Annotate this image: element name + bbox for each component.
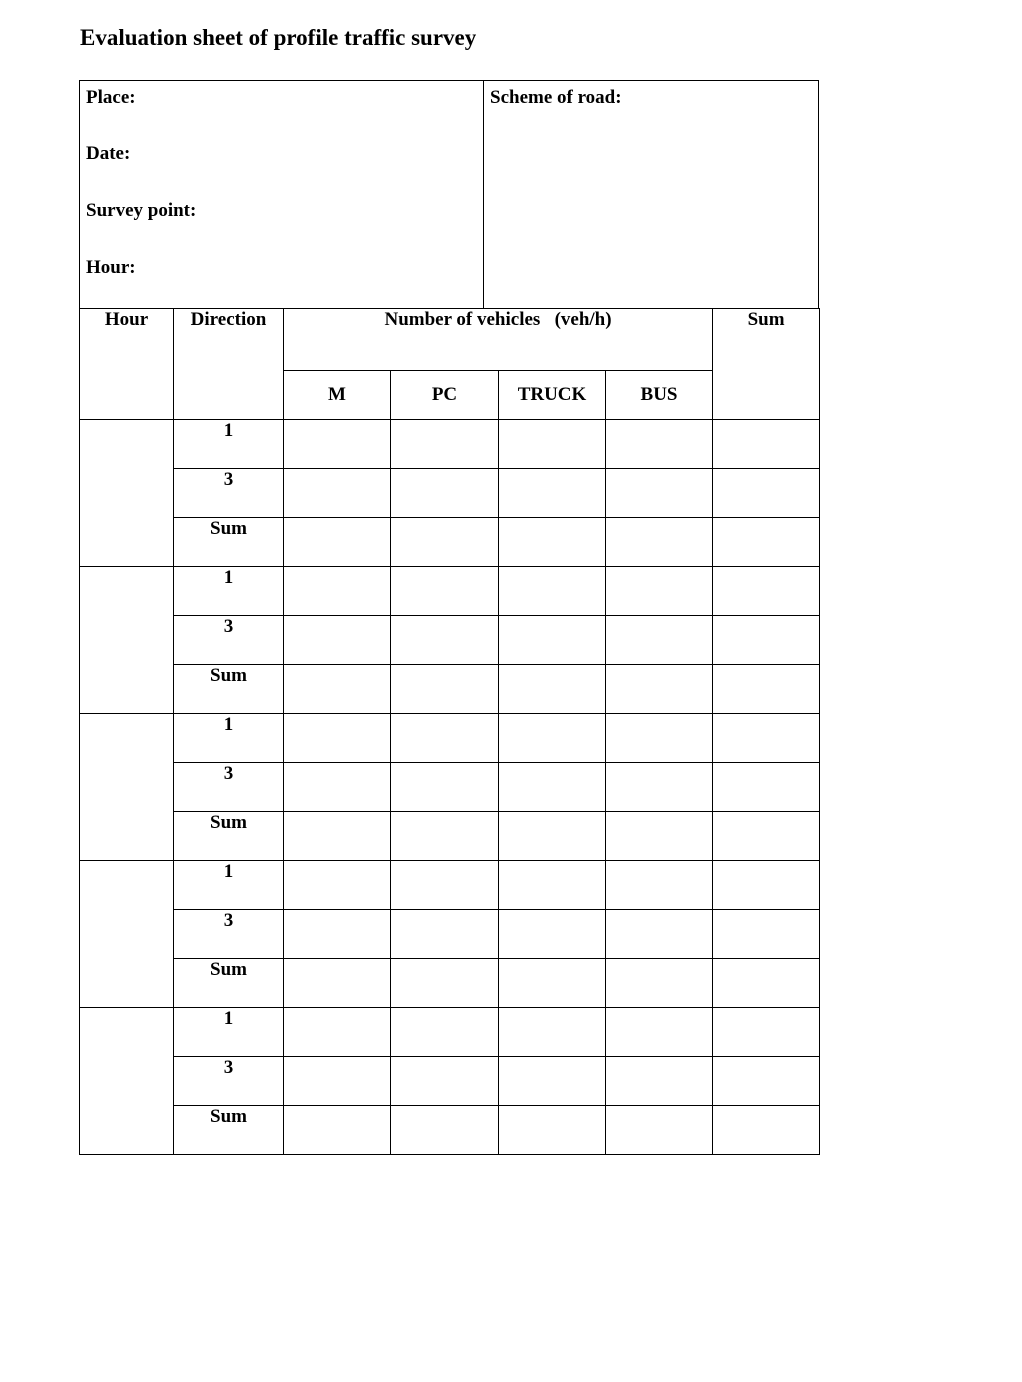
truck-cell[interactable] <box>499 910 606 959</box>
m-cell[interactable] <box>284 469 391 518</box>
hour-cell[interactable] <box>80 1008 174 1155</box>
bus-cell[interactable] <box>606 959 713 1008</box>
info-right-panel <box>484 81 818 308</box>
pc-cell[interactable] <box>391 714 499 763</box>
table-row <box>80 665 820 714</box>
m-cell[interactable] <box>284 763 391 812</box>
pc-cell[interactable] <box>391 812 499 861</box>
info-box <box>79 80 819 309</box>
truck-cell[interactable] <box>499 665 606 714</box>
direction-cell: 3 <box>174 616 284 665</box>
bus-cell[interactable] <box>606 469 713 518</box>
truck-cell[interactable] <box>499 567 606 616</box>
bus-cell[interactable] <box>606 714 713 763</box>
pc-cell[interactable] <box>391 910 499 959</box>
hour-cell[interactable] <box>80 567 174 714</box>
scheme-of-road-label: Scheme of road: <box>490 87 622 108</box>
pc-cell[interactable] <box>391 420 499 469</box>
number-of-vehicles-header: Number of vehicles (veh/h) <box>284 309 713 371</box>
direction-cell: Sum <box>174 959 284 1008</box>
truck-header: TRUCK <box>499 371 606 420</box>
pc-cell[interactable] <box>391 1057 499 1106</box>
direction-cell: 1 <box>174 1008 284 1057</box>
truck-cell[interactable] <box>499 714 606 763</box>
direction-cell: 3 <box>174 469 284 518</box>
table-row <box>80 469 820 518</box>
sum-cell[interactable] <box>713 1106 820 1155</box>
traffic-count-table <box>79 308 820 1155</box>
direction-cell: 1 <box>174 861 284 910</box>
bus-cell[interactable] <box>606 910 713 959</box>
bus-cell[interactable] <box>606 420 713 469</box>
pc-cell[interactable] <box>391 763 499 812</box>
bus-cell[interactable] <box>606 763 713 812</box>
truck-cell[interactable] <box>499 861 606 910</box>
m-cell[interactable] <box>284 567 391 616</box>
bus-cell[interactable] <box>606 1106 713 1155</box>
table-row <box>80 420 820 469</box>
pc-cell[interactable] <box>391 665 499 714</box>
table-row <box>80 567 820 616</box>
sum-cell[interactable] <box>713 812 820 861</box>
bus-cell[interactable] <box>606 616 713 665</box>
document-title: Evaluation sheet of profile traffic survey <box>80 25 477 50</box>
sum-cell[interactable] <box>713 1008 820 1057</box>
m-cell[interactable] <box>284 1008 391 1057</box>
sum-cell[interactable] <box>713 616 820 665</box>
bus-cell[interactable] <box>606 1057 713 1106</box>
truck-cell[interactable] <box>499 1057 606 1106</box>
sum-header: Sum <box>713 309 820 420</box>
truck-cell[interactable] <box>499 959 606 1008</box>
sum-cell[interactable] <box>713 861 820 910</box>
direction-cell: Sum <box>174 812 284 861</box>
sum-cell[interactable] <box>713 1057 820 1106</box>
place-label: Place: <box>86 87 136 108</box>
sum-cell[interactable] <box>713 959 820 1008</box>
direction-cell: 1 <box>174 420 284 469</box>
date-label: Date: <box>86 143 131 164</box>
bus-cell[interactable] <box>606 518 713 567</box>
m-cell[interactable] <box>284 714 391 763</box>
truck-cell[interactable] <box>499 1008 606 1057</box>
direction-cell: 3 <box>174 910 284 959</box>
table-row <box>80 1008 820 1057</box>
sum-cell[interactable] <box>713 469 820 518</box>
sum-cell[interactable] <box>713 763 820 812</box>
truck-cell[interactable] <box>499 469 606 518</box>
pc-cell[interactable] <box>391 616 499 665</box>
m-cell[interactable] <box>284 812 391 861</box>
survey-point-label: Survey point: <box>86 200 197 221</box>
direction-cell: 1 <box>174 567 284 616</box>
pc-cell[interactable] <box>391 861 499 910</box>
bus-cell[interactable] <box>606 665 713 714</box>
bus-cell[interactable] <box>606 812 713 861</box>
direction-cell: 1 <box>174 714 284 763</box>
direction-cell: Sum <box>174 518 284 567</box>
m-header: M <box>284 371 391 420</box>
m-cell[interactable] <box>284 1106 391 1155</box>
truck-cell[interactable] <box>499 420 606 469</box>
table-row <box>80 763 820 812</box>
hour-label: Hour: <box>86 257 136 278</box>
pc-cell[interactable] <box>391 1106 499 1155</box>
sum-cell[interactable] <box>713 567 820 616</box>
m-cell[interactable] <box>284 910 391 959</box>
hour-cell[interactable] <box>80 420 174 567</box>
info-left-panel <box>80 81 484 308</box>
truck-cell[interactable] <box>499 763 606 812</box>
direction-cell: 3 <box>174 1057 284 1106</box>
table-row <box>80 1057 820 1106</box>
sum-cell[interactable] <box>713 420 820 469</box>
bus-cell[interactable] <box>606 861 713 910</box>
pc-cell[interactable] <box>391 959 499 1008</box>
hour-cell[interactable] <box>80 861 174 1008</box>
pc-cell[interactable] <box>391 1008 499 1057</box>
table-row <box>80 812 820 861</box>
sum-cell[interactable] <box>713 714 820 763</box>
hour-cell[interactable] <box>80 714 174 861</box>
pc-header: PC <box>391 371 499 420</box>
m-cell[interactable] <box>284 616 391 665</box>
table-row <box>80 518 820 567</box>
direction-header: Direction <box>174 309 284 420</box>
m-cell[interactable] <box>284 1057 391 1106</box>
sum-cell[interactable] <box>713 518 820 567</box>
truck-cell[interactable] <box>499 812 606 861</box>
direction-cell: Sum <box>174 1106 284 1155</box>
m-cell[interactable] <box>284 665 391 714</box>
direction-cell: 3 <box>174 763 284 812</box>
bus-header: BUS <box>606 371 713 420</box>
m-cell[interactable] <box>284 420 391 469</box>
hour-header: Hour <box>80 309 174 420</box>
table-row <box>80 861 820 910</box>
table-row <box>80 959 820 1008</box>
pc-cell[interactable] <box>391 567 499 616</box>
m-cell[interactable] <box>284 861 391 910</box>
sum-cell[interactable] <box>713 910 820 959</box>
m-cell[interactable] <box>284 959 391 1008</box>
pc-cell[interactable] <box>391 469 499 518</box>
table-row <box>80 1106 820 1155</box>
truck-cell[interactable] <box>499 616 606 665</box>
truck-cell[interactable] <box>499 1106 606 1155</box>
sum-cell[interactable] <box>713 665 820 714</box>
table-row <box>80 910 820 959</box>
bus-cell[interactable] <box>606 567 713 616</box>
table-row <box>80 616 820 665</box>
table-body <box>80 420 820 1155</box>
bus-cell[interactable] <box>606 1008 713 1057</box>
table-row <box>80 714 820 763</box>
pc-cell[interactable] <box>391 518 499 567</box>
direction-cell: Sum <box>174 665 284 714</box>
m-cell[interactable] <box>284 518 391 567</box>
truck-cell[interactable] <box>499 518 606 567</box>
